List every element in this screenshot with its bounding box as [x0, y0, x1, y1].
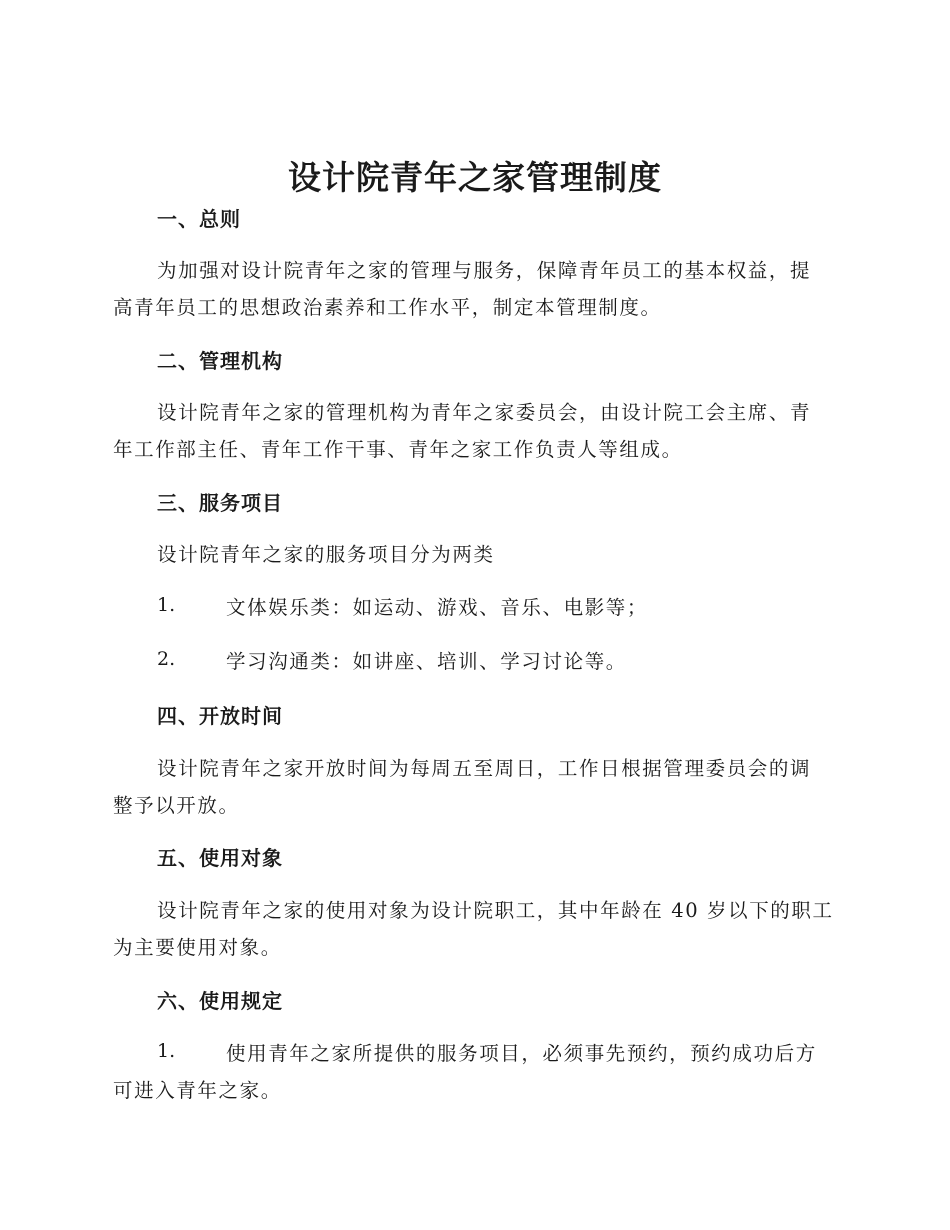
section-heading-services: 三、服务项目: [157, 491, 283, 515]
paragraph-line: 设计院青年之家的管理机构为青年之家委员会，由设计院工会主席、青: [157, 401, 812, 424]
paragraph-line: 高青年员工的思想政治素养和工作水平，制定本管理制度。: [113, 296, 662, 319]
paragraph-line: 设计院青年之家的使用对象为设计院职工，其中年龄在 40 岁以下的职工: [157, 899, 834, 922]
list-item-text: 文体娱乐类：如运动、游戏、音乐、电影等；: [226, 596, 649, 619]
section-heading-users: 五、使用对象: [157, 846, 283, 870]
section-heading-opening-hours: 四、开放时间: [157, 704, 283, 728]
section-heading-general: 一、总则: [157, 207, 241, 231]
section-heading-rules: 六、使用规定: [157, 989, 283, 1013]
paragraph-line: 年工作部主任、青年工作干事、青年之家工作负责人等组成。: [113, 438, 683, 461]
paragraph-line: 为主要使用对象。: [113, 936, 282, 959]
list-item-continuation: 可进入青年之家。: [113, 1079, 282, 1102]
paragraph-line: 设计院青年之家开放时间为每周五至周日，工作日根据管理委员会的调: [157, 757, 812, 780]
list-item-text: 学习沟通类：如讲座、培训、学习讨论等。: [226, 650, 627, 673]
paragraph-line: 整予以开放。: [113, 794, 240, 817]
list-item-number: 1.: [157, 1040, 176, 1062]
document-title: 设计院青年之家管理制度: [288, 158, 662, 197]
paragraph-line: 设计院青年之家的服务项目分为两类: [157, 543, 495, 566]
paragraph-line: 为加强对设计院青年之家的管理与服务，保障青年员工的基本权益，提: [157, 259, 812, 282]
list-item-number: 1.: [157, 594, 176, 616]
list-item-text: 使用青年之家所提供的服务项目，必须事先预约，预约成功后方: [226, 1042, 817, 1065]
section-heading-management: 二、管理机构: [157, 349, 283, 373]
list-item-number: 2.: [157, 648, 176, 670]
